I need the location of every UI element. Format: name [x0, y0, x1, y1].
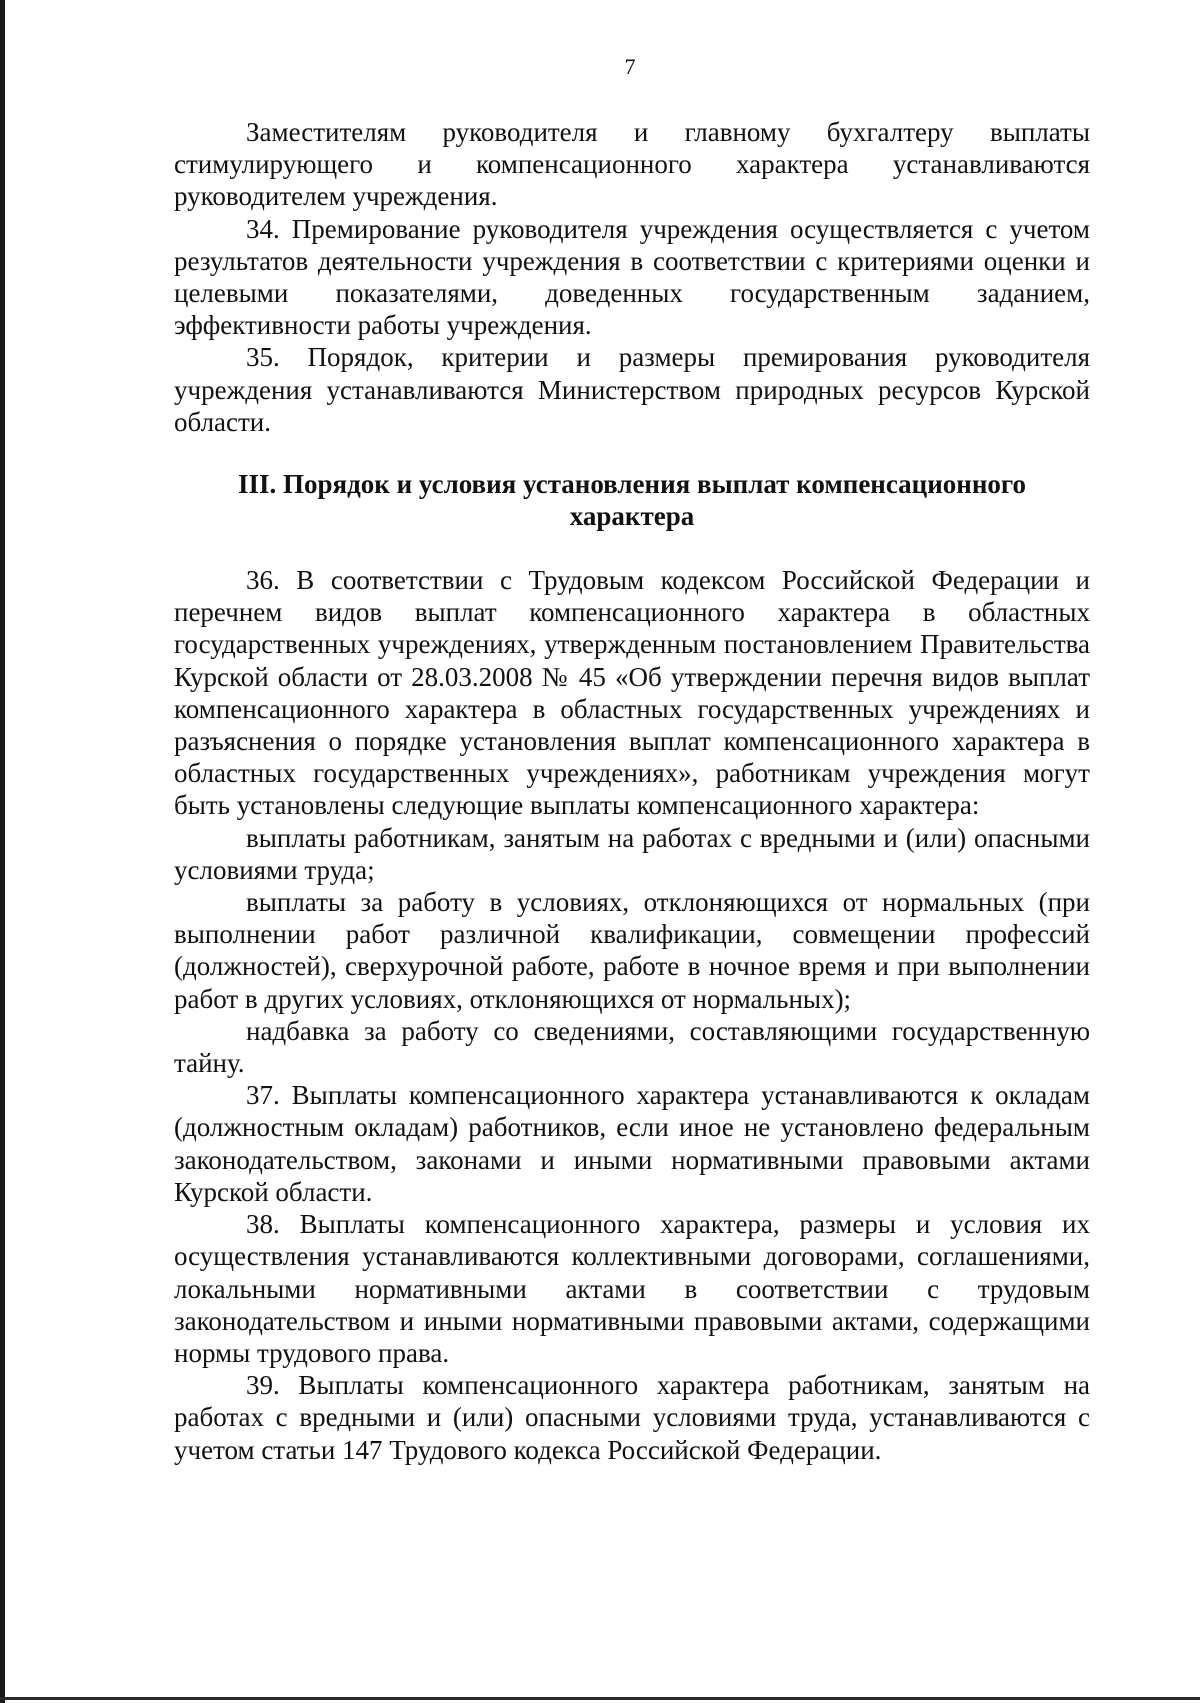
paragraph-34: 34. Премирование руководителя учреждения осуществляется с учетом результатов деятельности учреждения в соответствии с критериями оценки и целевыми показателями, доведенных государственным заданием, эффективности работы учреждения.: [174, 213, 1090, 341]
list-item-hazardous: выплаты работникам, занятым на работах с вредными и (или) опасными условиями труда;: [174, 822, 1090, 885]
paragraph-36: 36. В соответствии с Трудовым кодексом Российской Федерации и перечнем видов выплат компенсационного характера в областных государственных учреждениях, утвержденным постановлением Правительства Курской области от 28.03.2008 № 45 «Об утверждении перечня видов выплат компенсационного характера в областных государственных учреждениях и разъяснения о порядке установления выплат компенсационного характера в областных государственных учреждениях», работникам учреждения могут быть установлены следующие выплаты компенсационного характера:: [174, 565, 1090, 821]
paragraph-37: 37. Выплаты компенсационного характера устанавливаются к окладам (должностным окладам) работников, если иное не установлено федеральным законодательством, законами и иными нормативными правовыми актами Курской области.: [174, 1080, 1090, 1207]
paragraph-39: 39. Выплаты компенсационного характера работникам, занятым на работах с вредными и (или) опасными условиями труда, устанавливаются с учетом статьи 147 Трудового кодекса Российской Федерации.: [174, 1370, 1090, 1465]
section-heading: III. Порядок и условия установления выплат компенсационного характера: [238, 469, 1026, 532]
scan-edge-left: [0, 0, 5, 1703]
list-item-abnormal-conditions: выплаты за работу в условиях, отклоняющихся от нормальных (при выполнении работ различной квалификации, совмещении профессий (должностей), сверхурочной работе, работе в ночное время и при выполнении работ в других условиях, отклоняющихся от нормальных);: [174, 887, 1090, 1014]
page-number: 7: [624, 54, 636, 79]
paragraph-deputies: Заместителям руководителя и главному бухгалтеру выплаты стимулирующего и компенсационного характера устанавливаются руководителем учреждения.: [174, 117, 1090, 212]
document-body: [174, 116, 1090, 1466]
paragraph-38: 38. Выплаты компенсационного характера, размеры и условия их осуществления устанавливаются коллективными договорами, соглашениями, локальными нормативными актами в соответствии с трудовым законодательством и иными нормативными правовыми актами, содержащими нормы трудового права.: [174, 1209, 1090, 1368]
list-item-state-secret: надбавка за работу со сведениями, составляющими государственную тайну.: [174, 1015, 1090, 1079]
paragraph-35: 35. Порядок, критерии и размеры премирования руководителя учреждения устанавливаются Министерством природных ресурсов Курской области.: [174, 342, 1090, 437]
scan-edge-bottom: [0, 1697, 1200, 1700]
